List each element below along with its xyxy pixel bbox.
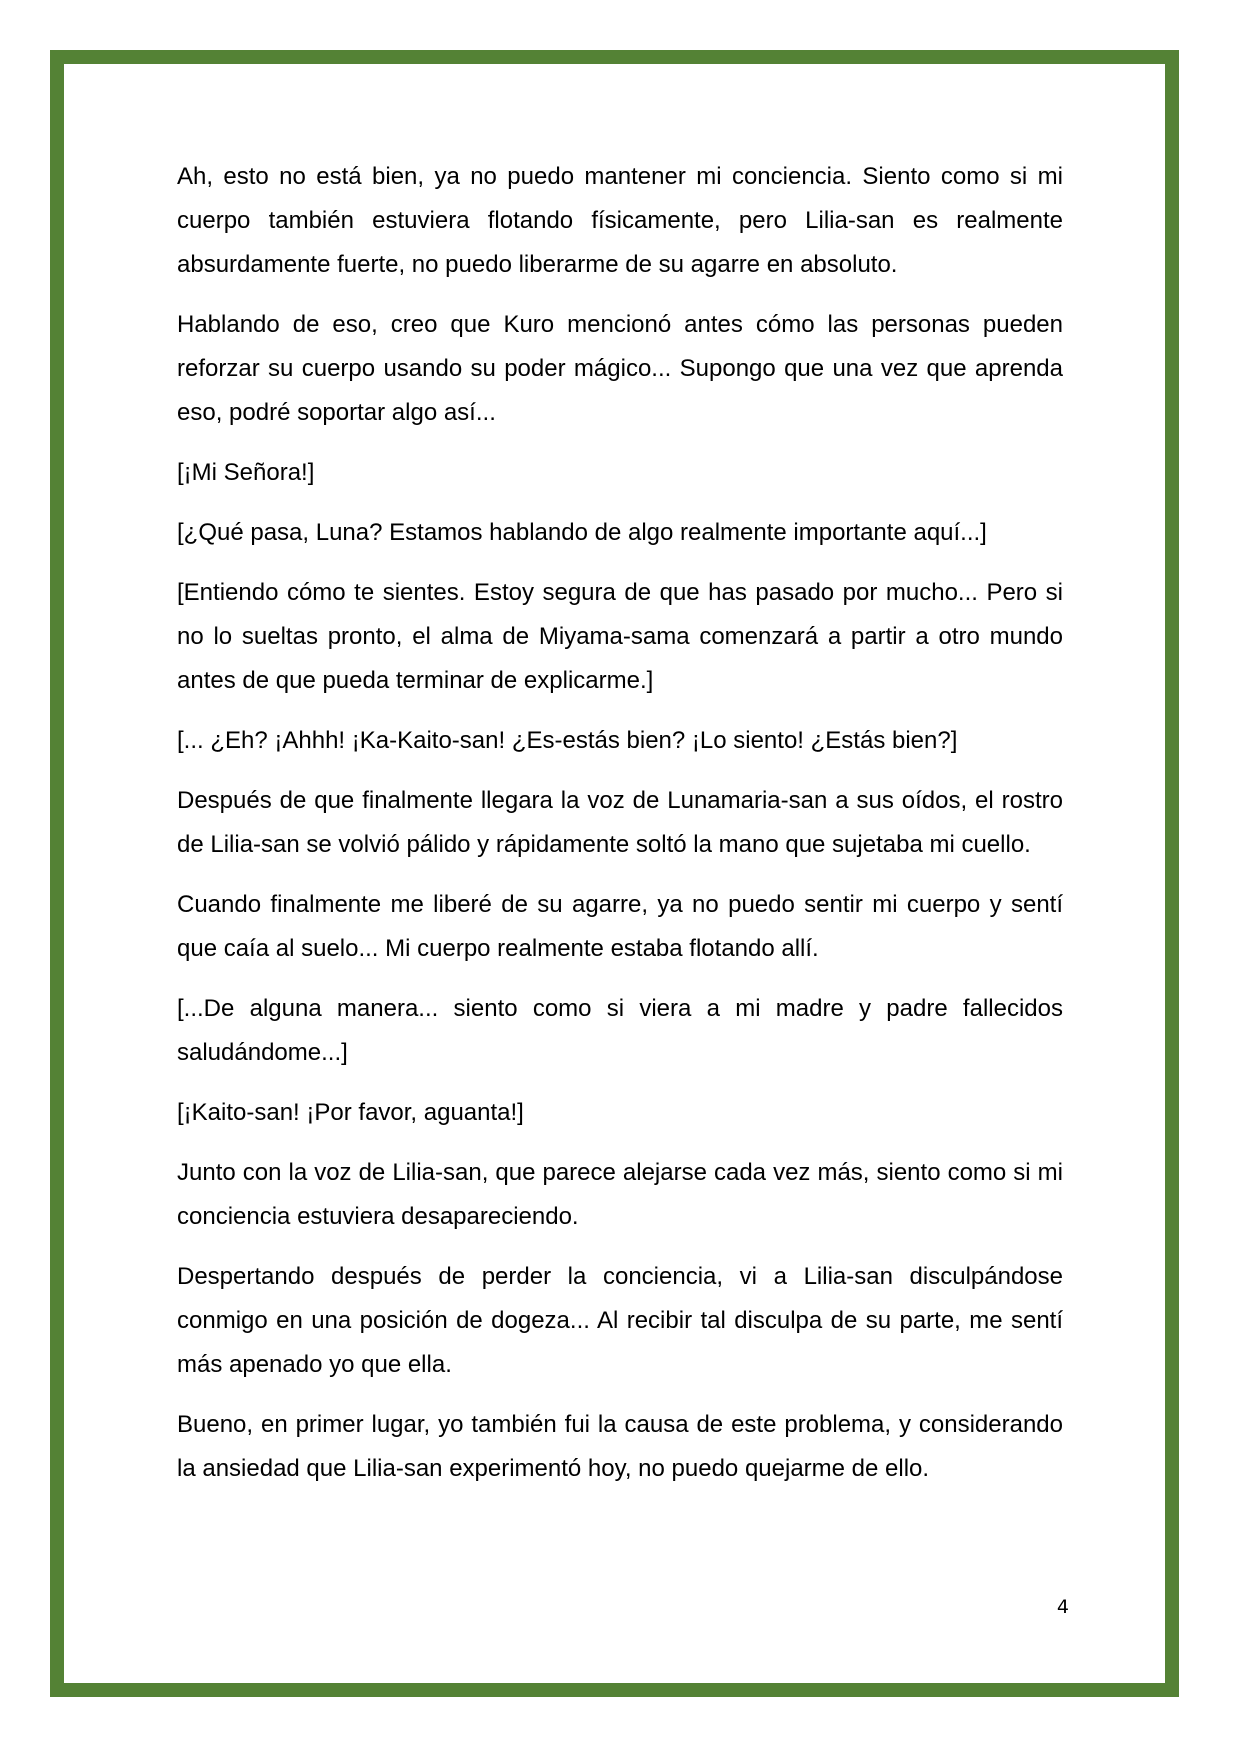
paragraph: Bueno, en primer lugar, yo también fui la causa de este problema, y considerando la ansiedad que Lilia-san experimentó hoy, no puedo quejarme de ello. [177, 1411, 1063, 1482]
paragraph: [Entiendo cómo te sientes. Estoy segura de que has pasado por mucho... Pero si no lo sueltas pronto, el alma de Miyama-sama comenzará a partir a otro mundo antes de que pueda terminar de explicarme.] [177, 579, 1063, 694]
paragraph: Ah, esto no está bien, ya no puedo mantener mi conciencia. Siento como si mi cuerpo también estuviera flotando físicamente, pero Lilia-san es realmente absurdamente fuerte, no puedo liberarme de su agarre en absoluto. [177, 163, 1063, 278]
paragraph: [¡Mi Señora!] [177, 459, 315, 486]
paragraph: [¡Kaito-san! ¡Por favor, aguanta!] [177, 1099, 524, 1126]
paragraph: Hablando de eso, creo que Kuro mencionó antes cómo las personas pueden reforzar su cuerpo usando su poder mágico... Supongo que una vez que aprenda eso, podré soportar algo así... [177, 311, 1063, 426]
document-body [177, 155, 1063, 1507]
paragraph: Despertando después de perder la conciencia, vi a Lilia-san disculpándose conmigo en una posición de dogeza... Al recibir tal disculpa de su parte, me sentí más apenado yo que ella. [177, 1263, 1063, 1378]
paragraph: [...De alguna manera... siento como si viera a mi madre y padre fallecidos saludándome...] [177, 995, 1063, 1066]
paragraph: Después de que finalmente llegara la voz de Lunamaria-san a sus oídos, el rostro de Lilia-san se volvió pálido y rápidamente soltó la mano que sujetaba mi cuello. [177, 787, 1063, 858]
paragraph: [¿Qué pasa, Luna? Estamos hablando de algo realmente importante aquí...] [177, 519, 987, 546]
paragraph: Cuando finalmente me liberé de su agarre, ya no puedo sentir mi cuerpo y sentí que caía al suelo... Mi cuerpo realmente estaba flotando allí. [177, 891, 1063, 962]
paragraph: [... ¿Eh? ¡Ahhh! ¡Ka-Kaito-san! ¿Es-estás bien? ¡Lo siento! ¿Estás bien?] [177, 727, 958, 754]
paragraph: Junto con la voz de Lilia-san, que parece alejarse cada vez más, siento como si mi conciencia estuviera desapareciendo. [177, 1159, 1063, 1230]
page-number: 4 [1056, 1596, 1069, 1618]
